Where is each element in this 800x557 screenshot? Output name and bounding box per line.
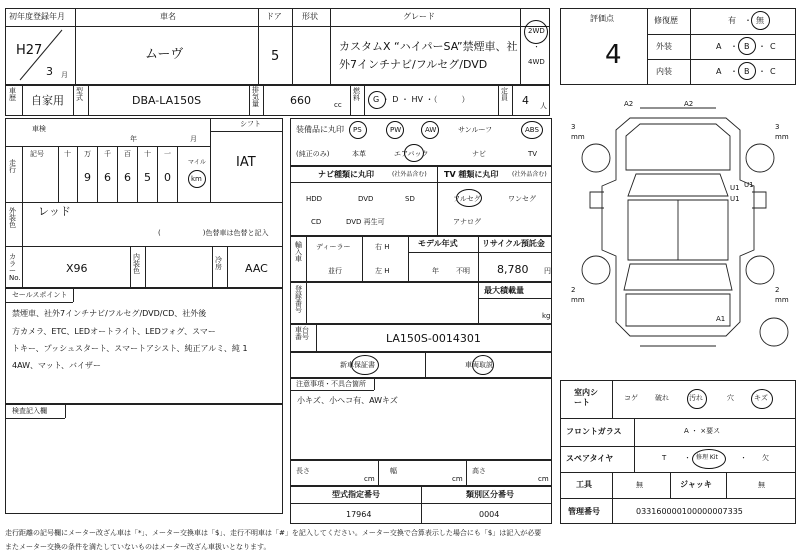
col-divider [75, 8, 76, 85]
reg-no-label: 登録番号 [295, 285, 302, 314]
jack-label: ジャッキ [680, 480, 712, 489]
col-divider [258, 8, 259, 85]
model-value: DBA-LA150S [132, 94, 202, 107]
inspection-label: 車検 [32, 125, 46, 133]
unit-ju-man: 十 [64, 150, 71, 158]
height-label: 高さ [472, 467, 486, 475]
mm-label: mm [775, 133, 789, 141]
capacity-value: 4 [522, 94, 529, 107]
equipment-label: 装備品に丸印 [296, 125, 344, 134]
col-divider [330, 8, 331, 85]
ext-dot2: ・ [758, 42, 766, 51]
sales-line: 禁煙車、社外7インチナビ/フルセグ/DVD/CD、社外後 [12, 309, 207, 318]
chassis-label: 車台番号 [295, 326, 309, 341]
inspector-box [5, 404, 283, 514]
warranty-box [290, 352, 552, 378]
dimensions-box [290, 460, 552, 486]
score-value: 4 [605, 40, 622, 70]
int-b: B [744, 67, 750, 76]
navi-dvd: DVD [358, 195, 374, 203]
equip-tv: TV [528, 150, 538, 158]
model-label: 型式 [76, 87, 83, 102]
equip-leather: 本革 [352, 150, 366, 158]
chassis-value: LA150S-0014301 [386, 332, 481, 345]
navi-hdd: HDD [306, 195, 323, 203]
equip-ps: PS [353, 126, 362, 134]
seat-hole: 穴 [727, 394, 734, 402]
tv-analog: アナログ [453, 218, 481, 226]
interior-color-label: 内装色 [133, 253, 140, 275]
door-count: 5 [271, 49, 280, 64]
side-number: 2 [775, 286, 780, 294]
fuel-options: G ・ D ・ HV ・（ ） [373, 95, 470, 104]
mileage-label: 走行 [9, 159, 16, 174]
unit-mile: マイル [188, 159, 206, 166]
mileage-digit: 6 [104, 171, 111, 184]
import-label: 輸入車 [295, 241, 302, 263]
recycle-yen: 円 [544, 267, 551, 275]
ext-dot1: ・ [730, 42, 738, 51]
displacement-label: 排気量 [252, 86, 259, 108]
spare-none: 欠 [762, 454, 769, 462]
recycle-label: リサイクル預託金 [482, 239, 545, 248]
repair-yes: 有 [728, 16, 736, 25]
exterior-label: 外装 [656, 42, 672, 51]
glass-label: フロントガラス [566, 427, 622, 436]
type-cert-label: 型式指定番号 [332, 490, 380, 499]
seat-label: 室内シート [574, 388, 598, 407]
diagram-label-u1: U1 [730, 184, 740, 192]
load-unit: kg [542, 312, 551, 320]
fridge-value: AAC [245, 262, 268, 275]
recycle-value: 8,780 [497, 263, 529, 276]
equip-airbag: エアバック [394, 150, 429, 158]
diagram-label-a1: A1 [716, 315, 726, 323]
notes-label: 注意事項・不具合箇所 [296, 380, 366, 388]
shift-value: IAT [236, 155, 256, 170]
unit-hyaku: 百 [124, 150, 131, 158]
mileage-digit: 0 [164, 171, 171, 184]
navi-dvd-play: DVD 再生可 [346, 218, 385, 226]
category-label: 類別区分番号 [466, 490, 514, 499]
model-year-unit: 年 [432, 267, 439, 275]
diagram-label-u1: U1 [730, 195, 740, 203]
ext-color-note: ( )色替車は色替と記入 [158, 229, 269, 237]
import-parallel: 並行 [328, 267, 342, 275]
repair-no: 無 [756, 16, 764, 25]
use-label: 車歴 [9, 87, 16, 102]
grade-label: グレード [403, 12, 435, 21]
navi-sd: SD [405, 195, 415, 203]
diagram-label-a2: A2 [624, 100, 634, 108]
repair-dot: ・ [744, 16, 752, 25]
spare-dot: ・ [684, 454, 691, 462]
import-left-h: 左 H [375, 267, 390, 275]
height-unit: cm [538, 475, 549, 483]
car-name-label: 車名 [160, 12, 176, 21]
int-dot2: ・ [758, 67, 766, 76]
sales-line: 方カメラ、ETC、LEDオートライト、LEDフォグ、スマー [12, 327, 216, 336]
inspection-year: 年 [130, 135, 137, 143]
header-divider [5, 26, 550, 27]
displacement-value: 660 [290, 94, 311, 107]
unit-sen: 千 [104, 150, 111, 158]
unit-km: km [191, 175, 202, 183]
inspector-label: 検査記入欄 [12, 407, 47, 415]
spare-label: スペアタイヤ [566, 454, 614, 463]
manage-value: 033160000100000007335 [636, 507, 743, 516]
seat-burn: コゲ [624, 394, 638, 402]
use-value: 自家用 [31, 94, 64, 107]
spare-t: T [662, 454, 667, 462]
color-no-value: X96 [66, 262, 88, 275]
interior-label: 内装 [656, 67, 672, 76]
fridge-label: 冷房 [215, 256, 222, 271]
grade-line2: 外7インチナビ/フルセグ/DVD [339, 58, 488, 71]
mileage-sign-label: 記号 [30, 150, 44, 158]
mm-label: mm [571, 133, 585, 141]
repair-label: 修復歴 [654, 16, 678, 25]
import-right-h: 右 H [375, 243, 390, 251]
vehicle-diagram [560, 100, 796, 358]
equip-navi: ナビ [472, 150, 486, 158]
side-number: 3 [571, 123, 576, 131]
seat-scratch: キズ [754, 394, 768, 402]
shape-label: 形状 [302, 12, 318, 21]
color-no-label: カラーNo. [9, 253, 21, 282]
navi-note: (社外品含む) [392, 171, 427, 178]
sales-point-label: セールスポイント [12, 291, 68, 299]
int-c: C [770, 67, 776, 76]
seat-tear: 破れ [655, 394, 669, 402]
width-label: 幅 [390, 467, 397, 475]
unit-man: 万 [84, 150, 91, 158]
shift-label: シフト [240, 120, 261, 128]
mileage-digit: 6 [124, 171, 131, 184]
equip-abs: ABS [525, 126, 539, 134]
diagram-label-u1: U1 [744, 181, 754, 189]
drive-4wd: 4WD [528, 58, 545, 66]
month-unit: 月 [61, 71, 68, 79]
mm-label: mm [571, 296, 585, 304]
length-unit: cm [364, 475, 375, 483]
mileage-digit: 9 [84, 171, 91, 184]
drive-dot: ・ [533, 43, 540, 51]
spare-dot: ・ [740, 454, 747, 462]
jack-value: 無 [758, 481, 765, 489]
col-divider [292, 8, 293, 85]
reg-year: H27 [16, 43, 43, 58]
sales-line: 4AW、マット、バイザー [12, 361, 101, 370]
ext-color-value: レッド [38, 205, 71, 218]
footer-line2: またメーター交換の条件を満たしていないものはメーター改ざん車扱いとなります。 [5, 543, 271, 551]
tv-fullseg: フルセグ [453, 195, 481, 203]
cc-unit: cc [334, 101, 342, 109]
inspection-table [5, 118, 283, 288]
tools-label: 工具 [576, 480, 592, 489]
ext-color-label: 外装色 [9, 207, 16, 229]
car-name: ムーヴ [145, 47, 184, 62]
equipment-sub: (純正のみ) [296, 150, 330, 158]
equip-sunroof: サンルーフ [458, 126, 493, 134]
import-dealer: ディーラー [316, 243, 351, 251]
ext-b: B [744, 42, 750, 51]
new-car-warranty: 新車保証書 [340, 361, 375, 369]
mileage-digit: 5 [144, 171, 151, 184]
int-dot1: ・ [730, 67, 738, 76]
door-label: ドア [266, 12, 282, 21]
diagram-label-a2: A2 [684, 100, 694, 108]
unit-ju: 十 [144, 150, 151, 158]
seat-stain: 汚れ [689, 394, 703, 402]
unit-ichi: 一 [164, 150, 171, 158]
int-a: A [716, 67, 722, 76]
model-year-value: 不明 [456, 267, 470, 275]
capacity-unit: 人 [540, 102, 547, 110]
reg-month: 3 [46, 65, 53, 78]
load-label: 最大積載量 [484, 286, 524, 295]
grade-line1: カスタムX “ハイパーSA”禁煙車、社 [339, 40, 518, 53]
notes-value: 小キズ、小ヘコ有、AWキズ [297, 396, 398, 405]
side-number: 2 [571, 286, 576, 294]
inspection-month: 月 [190, 135, 197, 143]
reg-year-label: 初年度登録年月 [9, 12, 65, 21]
manual: 車両取説 [465, 361, 493, 369]
navi-cd: CD [311, 218, 322, 226]
fuel-label: 燃料 [353, 87, 360, 102]
navi-label: ナビ種類に丸印 [318, 170, 374, 179]
col-divider [520, 8, 521, 85]
tools-value: 無 [636, 481, 643, 489]
side-number: 3 [775, 123, 780, 131]
model-year-label: モデル年式 [418, 239, 458, 248]
tv-label: TV 種類に丸印 [444, 170, 499, 179]
manage-label: 管理番号 [568, 507, 600, 516]
tv-note: (社外品含む) [512, 171, 547, 178]
footer-line1: 走行距離の記号欄にメーター改ざん車は「*」、メーター交換車は「$」、走行不明車は「#」を記入してください。メーター交換で合算表示した場合にも「$」は記入が必要 [5, 529, 542, 537]
ext-a: A [716, 42, 722, 51]
glass-options: A ・ ×要ス [684, 427, 721, 435]
category-value: 0004 [479, 510, 500, 519]
equip-pw: PW [390, 126, 402, 134]
type-cert-value: 17964 [346, 510, 372, 519]
score-label: 評価点 [590, 14, 614, 23]
width-unit: cm [452, 475, 463, 483]
capacity-label: 定員 [501, 87, 508, 102]
ext-c: C [770, 42, 776, 51]
spare-kit: 修理 Kit [696, 454, 718, 461]
mm-label: mm [775, 296, 789, 304]
length-label: 長さ [296, 467, 310, 475]
drive-2wd: 2WD [528, 27, 545, 35]
tv-oneseg: ワンセグ [508, 195, 536, 203]
sales-line: トキー、プッシュスタート、スマートアシスト、純正アルミ、純 1 [12, 344, 248, 353]
equip-aw: AW [425, 126, 437, 134]
